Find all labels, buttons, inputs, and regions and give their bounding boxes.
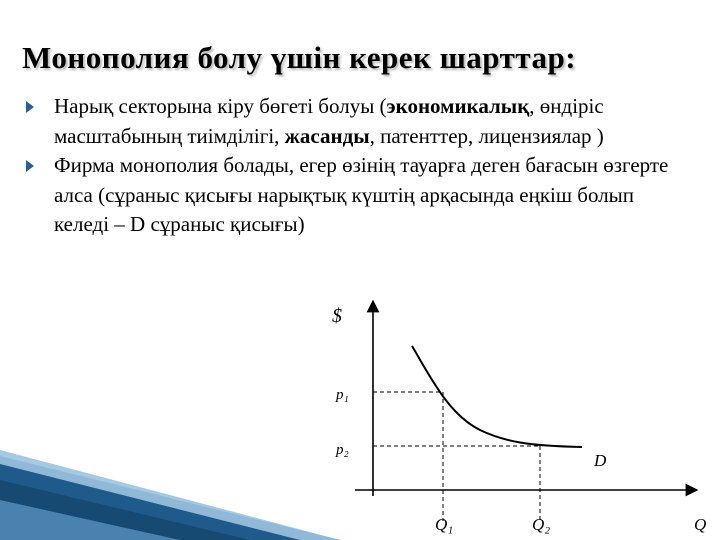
demand-curve (412, 346, 582, 447)
p1-label: p₁ (336, 387, 349, 403)
bullet-list (22, 92, 672, 240)
bullet-item-barriers (22, 92, 672, 151)
demand-curve-graph (300, 296, 720, 540)
q1-label: Q₁ (435, 515, 454, 534)
bullet-text-part: , патенттер, лицензиялар ) (369, 123, 604, 148)
q2-label: Q₂ (532, 515, 551, 534)
triangle-bullet-icon (26, 160, 34, 172)
bullet-text-barriers (54, 94, 604, 148)
triangle-bullet-icon (26, 101, 34, 113)
bullet-text-part: Нарық секторына кіру бөгеті болуы ( (54, 94, 387, 118)
x-axis-label: Q (694, 515, 707, 534)
bullet-text-monopoly-price: Фирма монополия болады, егер өзінің тауарға деген бағасын өзгерте алса (сұраныс қисығы нарықтық күштің арқасында еңкіш болып келеді – D сұраныс қисығы) (54, 153, 669, 236)
decorative-corner-swoosh (0, 450, 340, 540)
bullet-text-part: , өндіріс масштабының тиімділігі, (54, 94, 604, 148)
y-axis-label: $ (332, 305, 342, 327)
bullet-item-monopoly-price (22, 151, 672, 240)
curve-d-label: D (594, 451, 607, 470)
slide-title: Монополия болу үшін керек шарттар: (22, 40, 577, 75)
bullet-text-bold-artificial: жасанды (284, 123, 370, 148)
bullet-text-bold-economic: экономикалық (386, 94, 530, 118)
p2-label: p₂ (336, 442, 349, 458)
